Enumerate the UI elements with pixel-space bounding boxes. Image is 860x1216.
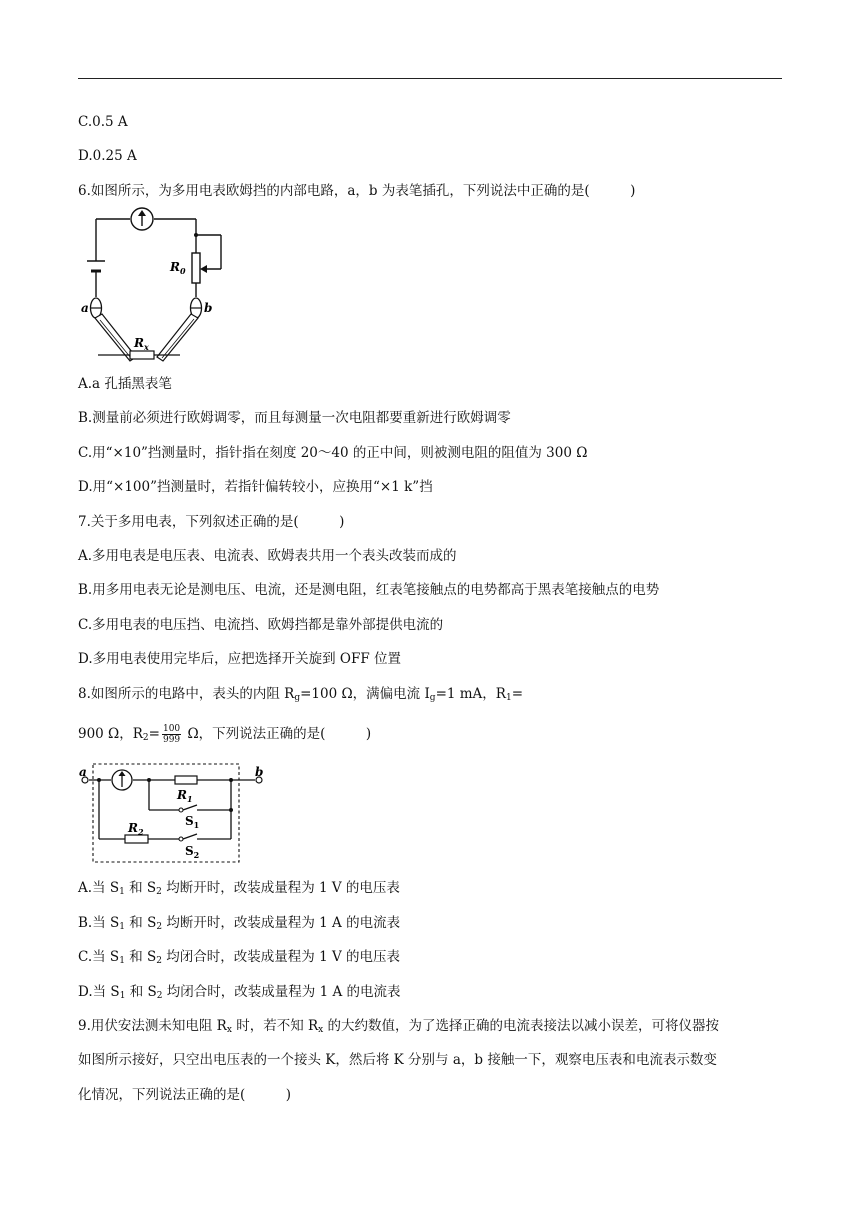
q6-stem: 6.如图所示，为多用电表欧姆挡的内部电路，a，b 为表笔插孔，下列说法中正确的是( ) [78, 183, 636, 199]
q7-option-b: B.用多用电表无论是测电压、电流，还是测电阻，红表笔接触点的电势都高于黑表笔接触点的电势 [78, 582, 660, 598]
q6-option-d: D.用“×100”挡测量时，若指针偏转较小，应换用“×1 k”挡 [78, 479, 433, 495]
fig8-label-s2: $S_2$ [185, 844, 200, 860]
fig6-label-a: a [81, 301, 89, 315]
test-probe-right-icon [157, 314, 198, 361]
q9-stem-line1: 9.用伏安法测未知电阻 $R_x$ 时，若不知 $R_x$ 的大约数值，为了选择正确的电流表接法以减小误差，可将仪器按 [78, 1018, 720, 1035]
q8-stem-line1: 8.如图所示的电路中，表头的内阻 $R_g=100$ Ω，满偏电流 $I_g=1$ mA，$R_1=$ [78, 686, 524, 703]
q6-ohmmeter-circuit-figure [78, 205, 258, 365]
fig8-label-r2: $R_2$ [128, 821, 144, 837]
fig6-label-b: b [204, 301, 213, 315]
galvanometer-icon [112, 770, 132, 790]
q9-stem-line2: 如图所示接好，只空出电压表的一个接头 K，然后将 K 分别与 a，b 接触一下，观察电压表和电流表示数变 [78, 1052, 717, 1068]
q6-option-c: C.用“×10”挡测量时，指针指在刻度 20～40 的正中间，则被测电阻的阻值为 300 Ω [78, 445, 588, 461]
fig8-label-b: b [255, 765, 264, 779]
q6-option-b: B.测量前必须进行欧姆调零，而且每测量一次电阻都要重新进行欧姆调零 [78, 410, 511, 426]
resistor-r1-icon [175, 776, 197, 784]
q6-option-a: A.a 孔插黑表笔 [78, 376, 172, 392]
q7-option-d: D.多用电表使用完毕后，应把选择开关旋到 OFF 位置 [78, 651, 402, 667]
battery-icon [87, 261, 105, 271]
resistor-r2-icon [125, 835, 148, 843]
fraction-100-999: $\frac{100}{999}$ [162, 724, 181, 745]
fig8-label-a: a [79, 765, 87, 779]
q8-galvanometer-circuit-figure [76, 762, 276, 866]
q7-stem: 7.关于多用电表，下列叙述正确的是( ) [78, 514, 345, 530]
q8-option-c: C.当 $S_1$ 和 $S_2$ 均闭合时，改装成量程为 1 V 的电压表 [78, 949, 401, 966]
q8-option-d: D.当 $S_1$ 和 $S_2$ 均闭合时，改装成量程为 1 A 的电流表 [78, 984, 401, 1001]
fig8-label-s1: $S_1$ [185, 814, 200, 830]
fig8-label-r1: $R_1$ [177, 788, 193, 804]
q8-option-a: A.当 $S_1$ 和 $S_2$ 均断开时，改装成量程为 1 V 的电压表 [78, 880, 400, 897]
q7-option-c: C.多用电表的电压挡、电流挡、欧姆挡都是靠外部提供电流的 [78, 617, 444, 633]
q5-option-c: C.0.5 A [78, 114, 128, 130]
resistor-rx-icon [130, 351, 154, 359]
q9-stem-line3: 化情况，下列说法正确的是( ) [78, 1087, 292, 1103]
q7-option-a: A.多用电表是电压表、电流表、欧姆表共用一个表头改装而成的 [78, 548, 457, 564]
fig6-label-rx: $R_x$ [134, 336, 149, 352]
header-rule [78, 78, 782, 79]
q5-option-d: D.0.25 A [78, 148, 137, 164]
fig6-label-r0: $R_0$ [170, 260, 186, 276]
q8-stem-line2: 900 Ω，$R_2=$ $\frac{100}{999}$ Ω，下列说法正确的是( ) [78, 724, 372, 745]
q8-option-b: B.当 $S_1$ 和 $S_2$ 均断开时，改装成量程为 1 A 的电流表 [78, 915, 401, 932]
galvanometer-icon [131, 208, 153, 230]
